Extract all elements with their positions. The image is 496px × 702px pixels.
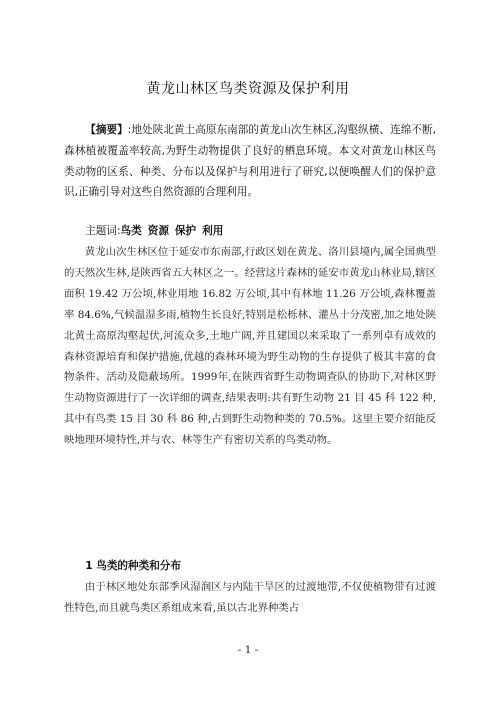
abstract-label: 【摘要】 bbox=[85, 124, 128, 136]
keyword: 资源 bbox=[147, 225, 169, 237]
body-paragraph: 黄龙山次生林区位于延安市东南部,行政区划在黄龙、洛川县境内,属全国典型的天然次生林,是陕西省五大林区之一。经营这片森林的延安市黄龙山林业局,辖区面积 19.42 万公顷,林业用地 16.82 万公顷,其中有林地 11.26 万公顷,森林覆盖率 84.6%,气候温湿多雨,植物生长良好,特别是松栎林、灌丛十分茂密,加之地处陕北黄土高原沟壑起伏,河流众多,土地广阔,并且建国以来采取了一系列卓有成效的森林资源培育和保护措施,优越的森林环境为野生动物的生存提供了极其丰富的食物条件、活动及隐蔽场所。1999年,在陕西省野生动物调查队的协助下,对林区野生动物资源进行了一次详细的调查,结果表明:共有野生动物 21 目 45 科 122 种,其中有鸟类 15 目 30 科 86 种,占到野生动物种类的 70.5%。这里主要介绍能反映地理环境特性,并与农、林等生产有密切关系的鸟类动物。 bbox=[64, 246, 436, 447]
keyword: 鸟类 bbox=[120, 225, 142, 237]
abstract-text: :地处陕北黄土高原东南部的黄龙山次生林区,沟壑纵横、连绵不断,森林植被覆盖率较高,为野生动物提供了良好的栖息环境。本文对黄龙山林区鸟类动物的区系、种类、分布以及保护与利用进行了研究,以便唤醒人们的保护意识,正确引导对这些自然资源的合理利用。 bbox=[64, 124, 437, 199]
keyword: 保护 bbox=[174, 225, 197, 237]
section-heading: 1 鸟类的种类和分布 bbox=[85, 560, 181, 572]
document-title: 黄龙山林区鸟类资源及保护利用 bbox=[146, 81, 350, 97]
abstract bbox=[64, 120, 436, 203]
keywords bbox=[64, 221, 436, 242]
page-number: - 1 - bbox=[237, 644, 259, 656]
body-paragraph: 由于林区地处东部季风湿润区与内陆干旱区的过渡地带,不仅使植物带有过渡性特色,而且就鸟类区系组成来看,虽以古北界种类占 bbox=[64, 581, 436, 614]
keyword: 利用 bbox=[202, 225, 224, 237]
keywords-label: 主题词: bbox=[85, 225, 121, 237]
